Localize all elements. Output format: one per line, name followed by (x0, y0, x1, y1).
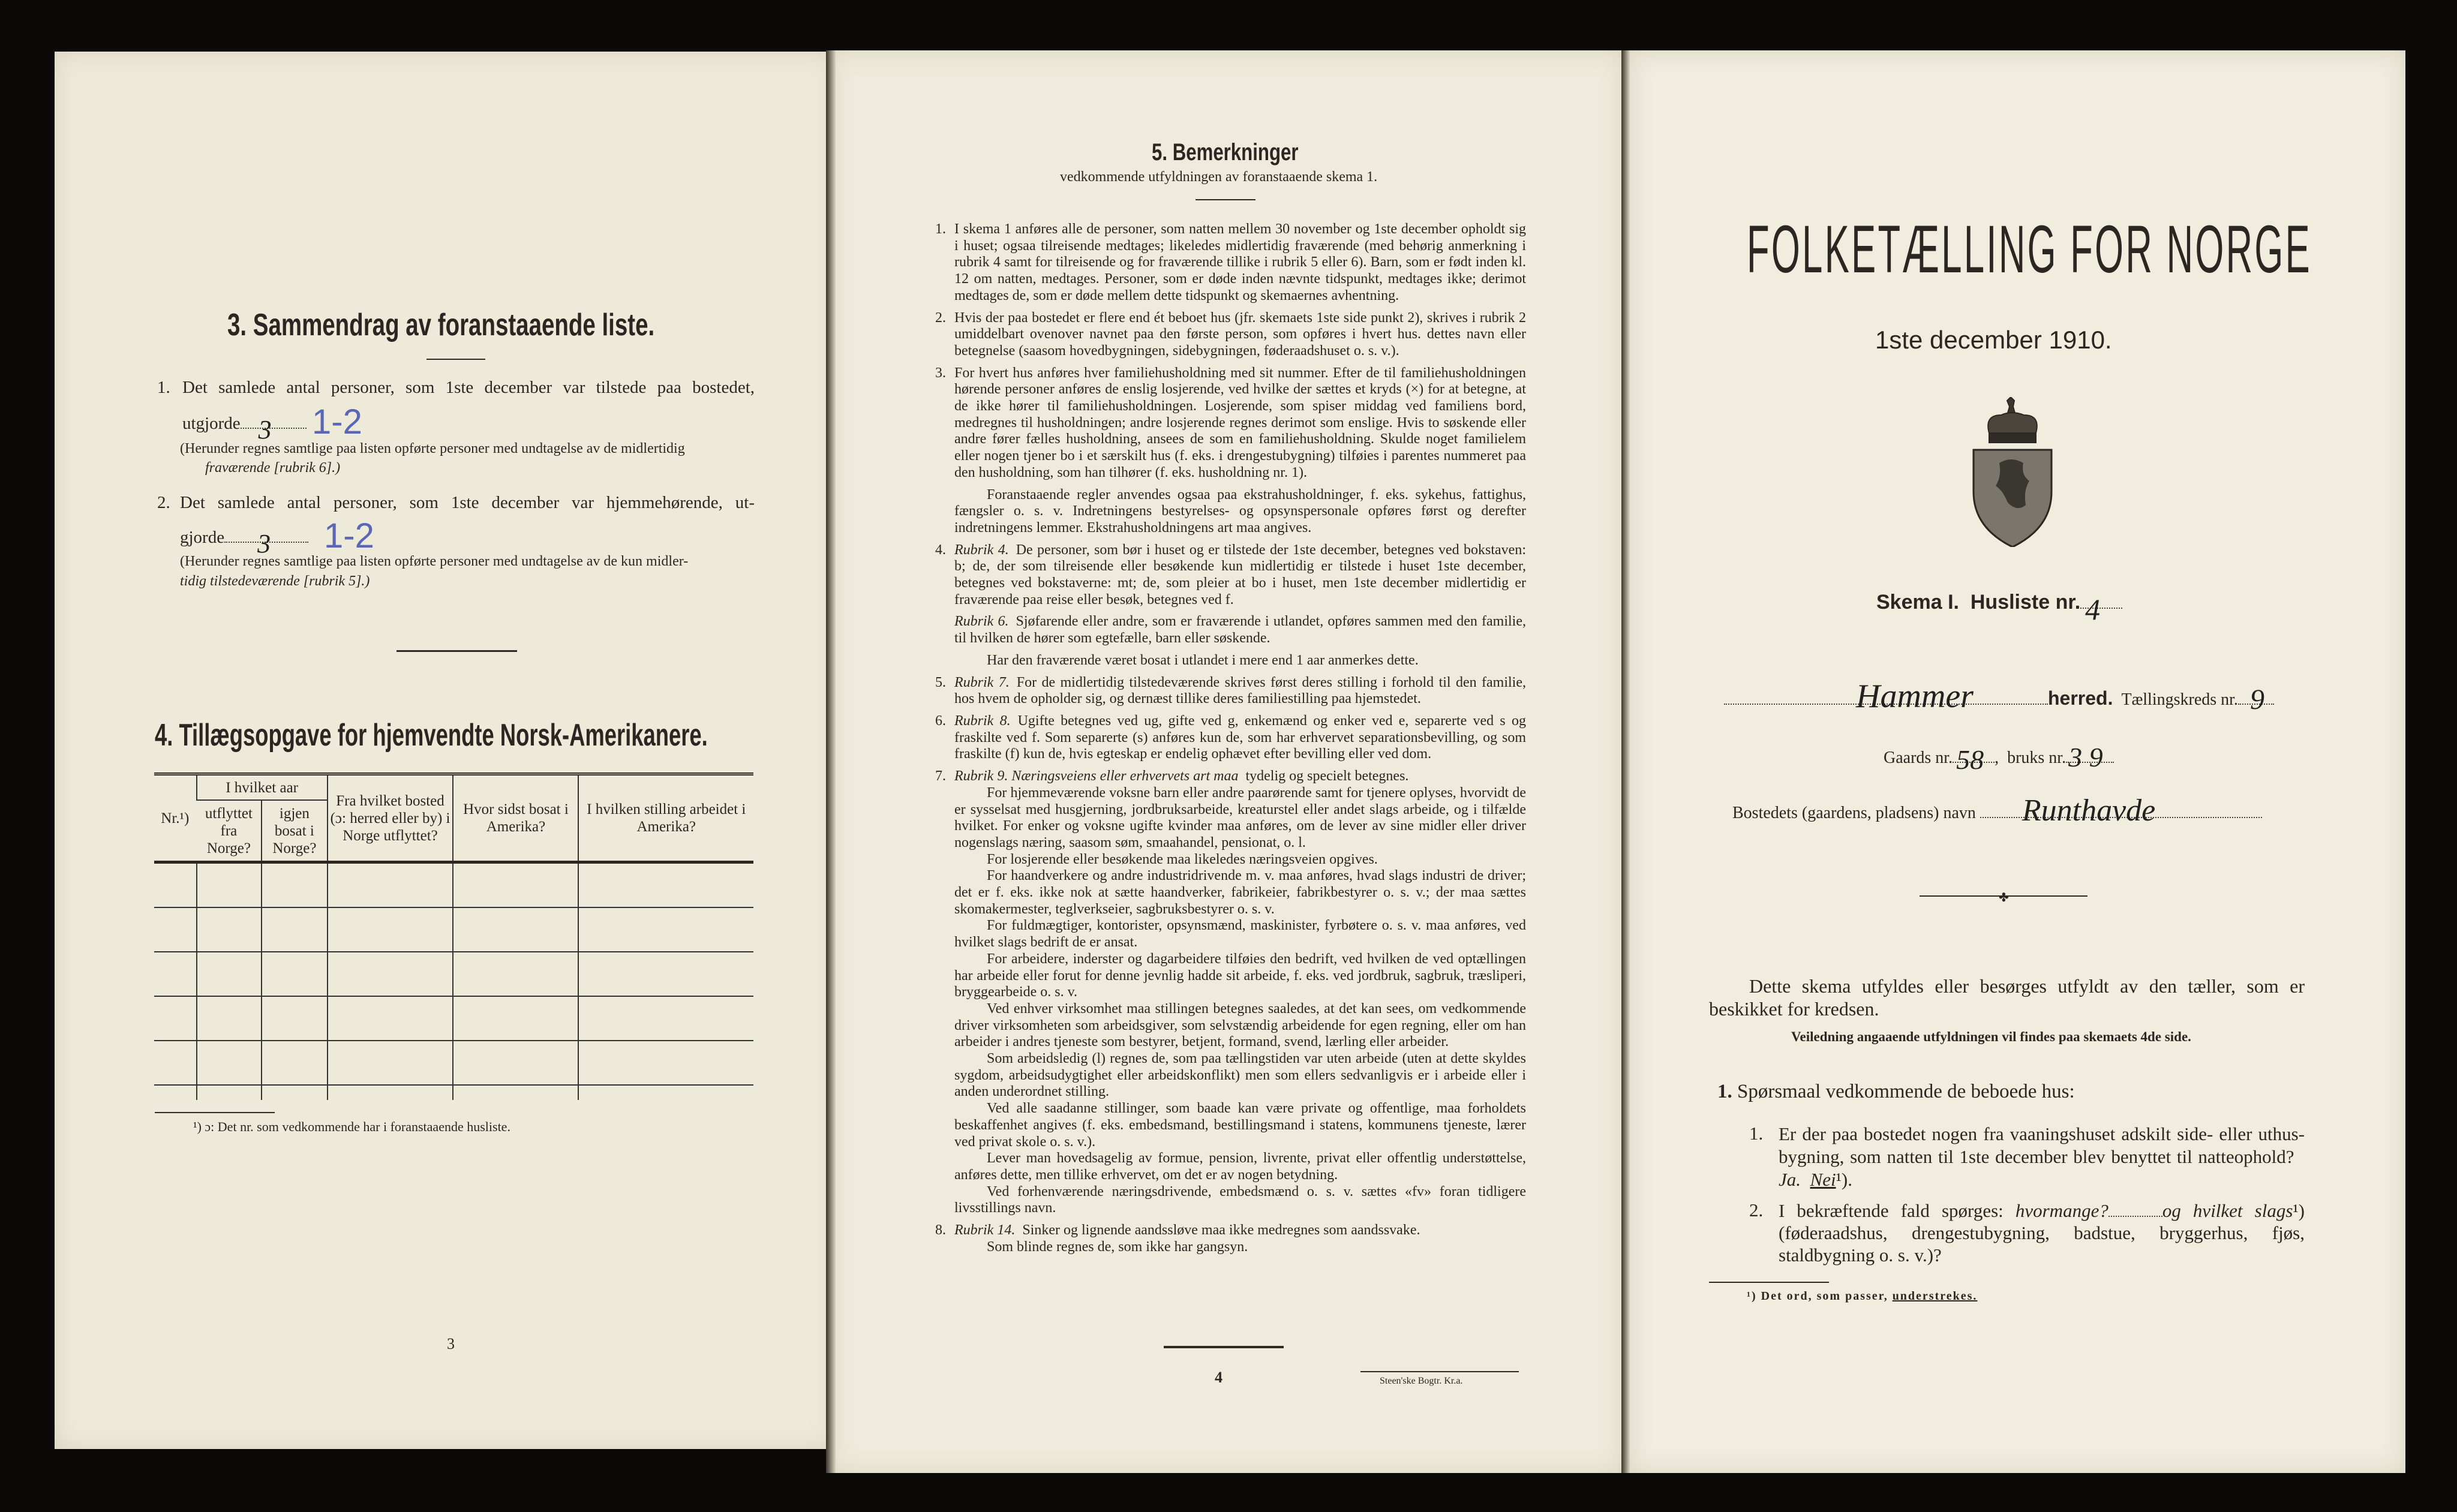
item1-note-a: (Herunder regnes samtlige paa listen opførte personer med undtagelse av de midlertidig (180, 441, 685, 456)
item2-label: gjorde (180, 528, 225, 547)
husliste-field (2080, 593, 2122, 626)
remark-text: For fuldmægtiger, kontorister, opsynsmænd, maskinister, fyrbøtere o. s. v. maa anføres, ved hvilket slags bedrift de er ansat. (954, 918, 1526, 951)
table-row (154, 862, 753, 908)
page-fold-left (826, 50, 836, 1473)
item1-handwritten-extra: 1-2 (312, 402, 362, 441)
questions-heading-text: Spørsmaal vedkommende de beboede hus: (1737, 1081, 2075, 1102)
remark-text: For arbeidere, inderster og dagarbeidere tilføies den bedrift, ved hvilken de ved optællingen har arbeide eller forut for denne jevnlig hadde sit arbeide, f. eks. ved jordbruk, sagbruk, træsliperi, bryggearbeide o. s. v. (954, 951, 1526, 1000)
q1-footnote-ref: ¹). (1836, 1169, 1852, 1190)
page-fold-right (1621, 50, 1630, 1473)
remark-paragraph (954, 1184, 1526, 1217)
gaards-line: Gaards nr. 58 , bruks nr. 3 9 (1884, 749, 2114, 768)
bemerkninger-subheading: vedkommende utfyldningen av foranstaaende skema 1. (1060, 169, 1378, 185)
section3-heading-text: 3. Sammendrag av foranstaaende liste. (227, 308, 655, 342)
remark-text: For hjemmeværende voksne barn eller andre paarørende samt for tjenere oplyses, hvorvidt de er sysselsat med husgjerning, jordbruksarbeide, kreaturstel eller andet slags arbeide, og i tilfælde hvilket. For enker og voksne ugifte kvinder maa anføres, om de lever av sine midler eller driver nogenslags næring, saasom søm, smaahandel, pensionat, o. l. (954, 784, 1526, 850)
remark-paragraph (954, 487, 1526, 537)
col-bosted: Fra hvilket bosted (ɔ: herred eller by) i Norge utflyttet? (328, 774, 453, 862)
bosted-value: Runthavde (2022, 793, 2156, 828)
remark-text: Ved forhenværende næringsdrivende, embedsmænd o. s. v. sættes «fv» foran tidligere livsstillings navn. (954, 1183, 1526, 1216)
printer-rule (1360, 1371, 1519, 1372)
footnote-rule (1709, 1282, 1829, 1283)
section4-heading-text: 4. Tillægsopgave for hjemvendte Norsk-Amerikanere. (155, 718, 708, 753)
col-igjen-bosat: igjen bosat i Norge? (262, 800, 327, 862)
herred-value: Hammer (1856, 678, 1974, 715)
right-footnote-underlined: understrekes. (1892, 1289, 1978, 1303)
right-footnote-text: ¹) Det ord, som passer, (1747, 1289, 1888, 1303)
bruks-value: 3 9 (2068, 742, 2103, 772)
remark-paragraph (954, 918, 1526, 951)
divider (1196, 199, 1255, 200)
skema-line (1876, 591, 2122, 626)
remark-paragraph (935, 768, 1526, 785)
col-nr: Nr.¹) (161, 810, 190, 826)
q1-num: 1. (1749, 1123, 1764, 1144)
remark-paragraph (954, 1150, 1526, 1183)
gaards-label: Gaards nr. (1884, 749, 1953, 767)
remark-text: Hvis der paa bostedet er flere end ét beboet hus (jfr. skemaets 1ste side punkt 2), skrives i rubrik 2 umiddelbart ovenover navnet paa den første person, som opføres i hvert hus. dettes navn eller betegnelse (saasom hovedbygningen, sidebygningen, føderaadshuset o. s. v.). (954, 309, 1526, 359)
remark-text: Ugifte betegnes ved ug, gifte ved g, enkemænd og enker ved e, separerte ved s og fraskilte ved f. Som separerte (s) anføres kun de, som har erhvervet separationsbevilling, og som fraskilte (f) kun de, hvis egteskap er endelig ophævet efter bevilling eller ved dom. (954, 713, 1526, 762)
questions-heading-num: 1. (1717, 1081, 1732, 1102)
remark-paragraph (954, 1001, 1526, 1051)
remark-number: 8. (935, 1222, 946, 1239)
remark-paragraph (954, 868, 1526, 918)
item2-note-b: tidig tilstedeværende [rubrik 5].) (180, 573, 370, 589)
remark-paragraph (954, 614, 1526, 647)
right-footnote (1747, 1289, 1977, 1303)
item1-label: utgjorde (182, 414, 241, 433)
remark-text: I skema 1 anføres alle de personer, som natten mellem 30 november og 1ste december opholdt sig i huset; ogsaa tilreisende medtages; likeledes midlertidig fraværende (med behørig anmerkning i rubrik 4 samt for tilreisende og for fraværende tillike i rubrik 5 eller 6). Barn, som er født inden kl. 12 om natten, medtages. Personer, som er døde inden nævnte tidspunkt, medtages ikke; derimot medtages de, som er døde mellem dette tidspunkt og skemaernes avhentning. (954, 221, 1526, 303)
remark-number: 5. (935, 674, 946, 690)
item1-num: 1. (157, 378, 170, 397)
bemerkninger-heading (1152, 139, 1339, 166)
remark-paragraph (935, 674, 1526, 708)
remark-paragraph (954, 1101, 1526, 1150)
bosted-line (1732, 793, 2262, 828)
remark-number: 2. (935, 309, 946, 326)
remark-text: For de midlertidig tilstedeværende skrives først deres stilling i forhold til den familie, hos hvem de opholder sig, og dernæst tillike deres familiestilling paa hjemstedet. (954, 674, 1526, 707)
kreds-field (2238, 684, 2274, 716)
col-group-year: I hvilket aar (197, 774, 328, 801)
coat-of-arms-icon (1972, 397, 2053, 547)
end-rule (1164, 1346, 1284, 1348)
remark-paragraph (954, 951, 1526, 1001)
census-title (1747, 212, 2457, 287)
bemerkninger-body (935, 216, 1527, 1255)
table-row (154, 1041, 753, 1085)
item1-dots (241, 415, 307, 444)
bruks-field (2066, 742, 2114, 772)
q2-num: 2. (1749, 1200, 1764, 1221)
remark-text: Sinker og lignende aandssløve maa ikke medregnes som aandssvake. (1022, 1222, 1420, 1239)
remark-text: Foranstaaende regler anvendes ogsaa paa ekstrahusholdninger, f. eks. sykehus, fattighus, fængsler o. s. v. Indretningens bestyrelses- og opsynspersonale opføres først og derefter indretningens lemmer. Ekstrahusholdningens art maa angives. (954, 486, 1526, 536)
remark-rubrik-label: Rubrik 6. (954, 614, 1009, 630)
questions-heading (1717, 1081, 2075, 1103)
bosted-label: Bostedets (gaardens, pladsens) navn (1732, 804, 1976, 822)
table-row (154, 1085, 753, 1100)
intro-text: Dette skema utfyldes eller besørges utfyldt av den tæller, som er beskikket for kredsen. (1709, 975, 2305, 1020)
herred-line (1724, 678, 2274, 716)
footnote-rule (155, 1112, 275, 1113)
remark-number: 6. (935, 713, 946, 729)
q2-text-a: I bekræftende fald spørges: (1779, 1200, 2004, 1221)
ornament-icon: ✤ (1999, 891, 2009, 904)
item2-field (180, 528, 308, 558)
item2-text: Det samlede antal personer, som 1ste december var hjemmehørende, ut- (180, 493, 755, 512)
item2-num: 2. (157, 493, 170, 512)
item1-field (182, 414, 307, 444)
herred-label: herred. (2048, 687, 2113, 709)
table-row (154, 907, 753, 952)
remark-number: 7. (935, 768, 946, 784)
remark-paragraph (954, 852, 1526, 868)
remark-text: Har den fraværende været bosat i utlandet i mere end 1 aar anmerkes dette. (987, 652, 1419, 668)
col-sidst-bosat: Hvor sidst bosat i Amerika? (453, 774, 578, 862)
page-number-left: 3 (447, 1335, 455, 1352)
remark-text: For haandverkere og andre industridrivende m. v. maa anføres, hvad slags industri de driver; det er f. eks. ikke nok at sætte haandverker, fabrikeier, fabrikbestyrer o. s. v.; der maa sættes skomakermester, teglverkseier, sagbruksbestyrer o. s. v. (954, 868, 1526, 917)
item2-dots (224, 529, 308, 558)
section4-heading (155, 717, 945, 753)
divider (426, 359, 485, 360)
kreds-label: Tællingskreds nr. (2121, 690, 2238, 709)
remark-rubrik-label: Rubrik 7. (954, 674, 1010, 690)
census-title-text: FOLKETÆLLING FOR NORGE (1747, 212, 2312, 287)
remark-paragraph (935, 542, 1527, 609)
bosted-field (1980, 793, 2262, 828)
remark-number: 1. (935, 221, 946, 237)
remark-number: 3. (935, 365, 946, 381)
remark-paragraph (954, 785, 1526, 852)
norsk-amerikanere-table (154, 772, 753, 1100)
printer-credit: Steen'ske Bogtr. Kr.a. (1380, 1376, 1463, 1386)
remark-paragraph (954, 1239, 1526, 1256)
remark-paragraph (935, 713, 1526, 763)
kreds-value: 9 (2249, 684, 2264, 716)
remark-paragraph (935, 365, 1526, 482)
q2-footnote-ref: ¹) (2293, 1200, 2305, 1221)
section-divider (397, 650, 517, 652)
q1-option-ja: Ja. (1779, 1169, 1801, 1190)
remark-paragraph (954, 1051, 1526, 1101)
q1-text: Er der paa bostedet nogen fra vaaningshuset adskilt side- eller uthus-bygning, som natten til 1ste december blev benyttet til natteophold? (1779, 1123, 2305, 1167)
remark-text: De personer, som bør i huset og er tilstede der 1ste december, betegnes ved bokstaven: b; de, der som tilreisende eller besøkende kun midlertidig er tilstede i huset 1ste december, betegnes ved bokstaverne: mt; de, som pleier at bo i huset, men 1ste december midlertidig er fraværende paa reise eller besøk, betegnes ved f. (954, 542, 1527, 608)
q2-hvormange: hvormange? (2015, 1200, 2108, 1221)
remark-text: For hvert hus anføres hver familiehusholdning med sit nummer. Efter de til familiehusholdningen hørende personer anføres de enslig losjerende, ved hvilke der sættes et kryds (×) for at betegne, at de ikke hører til familiehusholdningen. Losjerende, som spiser middag ved familiens bord, medregnes til husholdningen; andre losjerende regnes derimot som enslige. Hvis to søskende eller andre fører fælles husholdning, ansees de som en familiehusholdning. Skulde noget familielem eller nogen tjener bo i et særskilt hus (f. eks. i drengestubygning) tilføies i parentes nummeret paa den husholdning, som han tilhører (f. eks. husholdning nr. 1). (954, 365, 1526, 480)
remark-paragraph (935, 309, 1526, 360)
gaards-field (1953, 744, 1995, 775)
item2-handwritten-extra: 1-2 (324, 516, 374, 555)
q1-option-nei: Nei (1810, 1169, 1836, 1190)
q2 (1779, 1200, 2305, 1266)
item1-text: Det samlede antal personer, som 1ste december var tilstede paa bostedet, (182, 378, 755, 397)
remark-text: Sjøfarende eller andre, som er fraværende i utlandet, opføres sammen med den familie, til hvilken de hører som egtefælle, barn eller søskende. (954, 614, 1526, 647)
remark-text: Ved alle saadanne stillinger, som baade kan være private og offentlige, maa forholdets beskaffenhet angives (f. eks. embedsmand, bestillingsmand i statens, kommunens tjeneste, lærer ved privat skole o. s. v.). (954, 1101, 1526, 1150)
q2-hvormange-field[interactable] (2108, 1216, 2162, 1217)
item1-note-b: fraværende [rubrik 6].) (205, 460, 341, 476)
remark-paragraph (935, 1222, 1526, 1239)
bruks-label: bruks nr. (2007, 749, 2066, 767)
remark-rubrik-label: Rubrik 9. Næringsveiens eller erhvervets art maa (954, 768, 1239, 784)
col-stilling: I hvilken stilling arbeidet i Amerika? (578, 774, 753, 862)
q2-slags: og hvilket slags (2162, 1200, 2293, 1221)
page-number-middle: 4 (1215, 1369, 1223, 1386)
remark-text: Som blinde regnes de, som ikke har gangsyn. (987, 1239, 1248, 1255)
col-utflyttet: utflyttet fra Norge? (205, 805, 253, 856)
remark-text: For losjerende eller besøkende maa likeledes næringsveien opgives. (987, 851, 1378, 867)
table-row (154, 996, 753, 1041)
remark-text: tydelig og specielt betegnes. (1245, 768, 1409, 784)
bemerkninger-heading-text: 5. Bemerkninger (1152, 139, 1299, 166)
remark-paragraph (954, 653, 1526, 669)
table-row (154, 952, 753, 996)
remark-rubrik-label: Rubrik 8. (954, 713, 1011, 729)
herred-field (1724, 678, 2048, 715)
q2-text-b: (føderaadshus, drengestubygning, badstue, bryggerhus, fjøs, staldbygning o. s. v.)? (1779, 1222, 2305, 1265)
q1 (1779, 1123, 2305, 1191)
item1-handwritten-value: 3 (258, 415, 272, 444)
remark-rubrik-label: Rubrik 14. (954, 1222, 1016, 1239)
item2-handwritten-value: 3 (257, 529, 271, 558)
remark-paragraph (935, 221, 1526, 305)
section3-heading (227, 307, 804, 343)
remark-rubrik-label: Rubrik 4. (954, 542, 1009, 558)
remark-text: Ved enhver virksomhet maa stillingen betegnes saaledes, at det kan sees, om vedkommende driver virksomheten som arbeidsgiver, som selvstændig arbeidende for egen regning, eller om han arbeider i andres tjeneste som bestyrer, betjent, formand, svend, lærling eller arbeider. (954, 1000, 1526, 1050)
husliste-value: 4 (2085, 593, 2101, 626)
skema-label: Skema I. Husliste nr. (1876, 591, 2081, 614)
gaards-value: 58 (1956, 744, 1984, 775)
census-date: 1ste december 1910. (1875, 326, 2112, 354)
table-footnote: ¹) ɔ: Det nr. som vedkommende har i foranstaaende husliste. (193, 1119, 510, 1134)
remark-text: Lever man hovedsagelig av formue, pension, livrente, privat eller offentlig understøttelse, anføres dette, men tillike erhvervet, om det er av nogen betydning. (954, 1150, 1526, 1183)
remark-text: Som arbeidsledig (l) regnes de, som paa tællingstiden var uten arbeide (uten at dette skyldes sygdom, arbeidsudygtighet eller arbeidskonflikt) men som ellers sedvanligvis er i arbeide eller i anden underordnet stilling. (954, 1051, 1526, 1100)
remark-number: 4. (935, 542, 946, 558)
item2-note-a: (Herunder regnes samtlige paa listen opførte personer med undtagelse av de kun midler- (180, 554, 689, 569)
guidance-text: Veiledning angaaende utfyldningen vil findes paa skemaets 4de side. (1791, 1029, 2191, 1044)
